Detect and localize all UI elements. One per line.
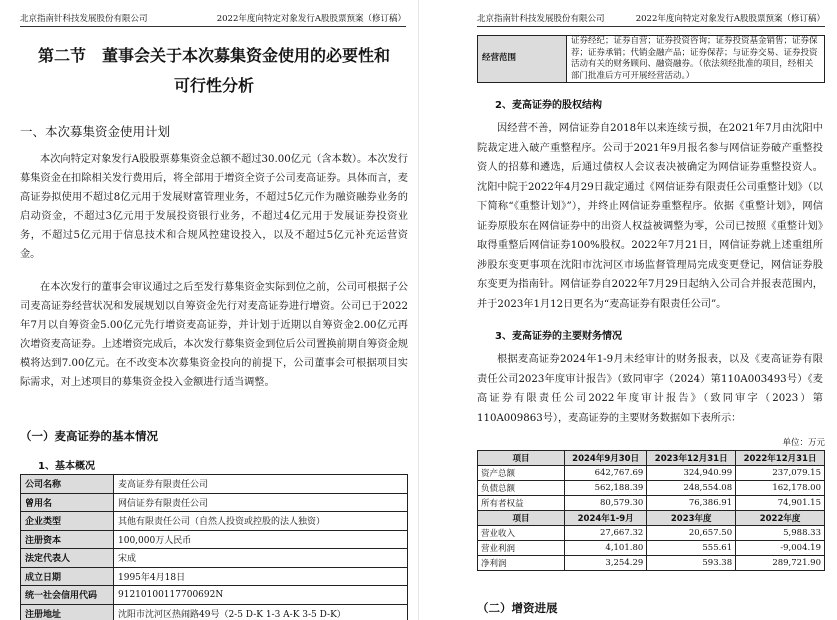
info-key: 注册地址 xyxy=(21,604,114,620)
left-page xyxy=(0,0,418,620)
financial-table xyxy=(477,450,825,571)
paragraph-financials: 根据麦高证券2024年1-9月未经审计的财务报表，以及《麦高证券有限责任公司2023年度审计报告》（致同审字（2024）第110A003493号）《麦高证券有限责任公司2022年度审计报告》（致同审字（2023）第110A009863号），麦高证券的主要财务数据如下表所示： xyxy=(477,354,823,424)
info-key: 曾用名 xyxy=(21,493,114,512)
row-item: 所有者权益 xyxy=(478,496,565,511)
row-value: -9,004.19 xyxy=(736,541,825,556)
table-row xyxy=(21,549,408,568)
header-company: 北京指南针科技发展股份有限公司 xyxy=(477,14,605,24)
column-header: 2023年12月31日 xyxy=(647,451,736,466)
info-value: 沈阳市沈河区热闹路49号（2-5 D-K 1-3 A-K 3-5 D-K） xyxy=(114,604,408,620)
heading-fund-plan: 一、本次募集资金使用计划 xyxy=(20,124,171,139)
table-row xyxy=(21,475,408,494)
table-row xyxy=(478,556,825,571)
table-row xyxy=(478,541,825,556)
row-value: 555.61 xyxy=(647,541,736,556)
header-rule xyxy=(20,26,406,27)
table-row xyxy=(478,526,825,541)
table-row xyxy=(478,466,825,481)
row-value: 562,188.39 xyxy=(565,481,647,496)
table-row xyxy=(21,530,408,549)
info-value: 宋成 xyxy=(114,549,408,568)
row-item: 净利润 xyxy=(478,556,565,571)
column-header: 项目 xyxy=(478,511,565,526)
scope-value: 证券经纪；证券自营；证券投资咨询；证券投资基金销售；证券保荐；证券承销；代销金融产品；证券保荐；与证券交易、证券投资活动有关的财务顾问、融资融券。（依法须经批准的项目，经相关部门批准后方可开展经营活动。） xyxy=(567,36,825,83)
column-header: 2023年度 xyxy=(647,511,736,526)
section-title-line2: 可行性分析 xyxy=(173,76,254,95)
heading-capital-progress: （二）增资进展 xyxy=(477,601,558,615)
table-row xyxy=(21,567,408,586)
table-header-row xyxy=(478,451,825,466)
heading-basic-info: （一）麦高证券的基本情况 xyxy=(20,429,158,443)
business-scope-table xyxy=(477,35,825,83)
heading-financials: 3、麦高证券的主要财务情况 xyxy=(495,331,622,342)
row-value: 27,667.32 xyxy=(565,526,647,541)
info-key: 公司名称 xyxy=(21,475,114,494)
row-item: 营业收入 xyxy=(478,526,565,541)
row-value: 3,254.29 xyxy=(565,556,647,571)
table-row xyxy=(21,512,408,531)
row-value: 289,721.90 xyxy=(736,556,825,571)
paragraph-self-funding: 在本次发行的董事会审议通过之后至发行募集资金实际到位之前，公司可根据子公司麦高证券经营状况和发展规划以自筹资金先行对麦高证券进行增资。公司已于2022年7月以自筹资金5.00亿元先行增资麦高证券，并计划于近期以自筹资金2.00亿元再次增资麦高证券。上述增资完成后，本次发行募集资金到位后公司置换前期自筹资金规模将达到7.00亿元。在不改变本次募集资金投向的前提下，公司董事会可根据项目实际需求，对上述项目的募集资金投入金额进行适当调整。 xyxy=(20,282,408,388)
row-value: 237,079.15 xyxy=(736,466,825,481)
column-header: 项目 xyxy=(478,451,565,466)
info-value: 麦高证券有限责任公司 xyxy=(114,475,408,494)
paragraph-equity: 因经营不善，网信证券自2018年以来连续亏损，在2021年7月由沈阳中院裁定进入破产重整程序。公司于2021年9月报名参与网信证券破产重整投资人的招募和遴选，后通过债权人会议表决被确定为网信证券重整投资人。沈阳中院于2022年4月29日裁定通过《网信证券有限责任公司重整计划》（以下简称“《重整计划》”），并终止网信证券重整程序。依据《重整计划》，网信证券原股东在网信证券中的出资人权益被调整为零，公司已按照《重整计划》取得重整后网信证券100%股权。2022年7月21日，网信证券就上述重组所涉股东变更事项在沈阳市沈河区市场监督管理局完成变更登记，网信证券股东变更为指南针。网信证券自2022年7月29日起纳入公司合并报表范围内，并于2023年1月12日更名为“麦高证券有限责任公司”。 xyxy=(477,123,823,310)
row-item: 资产总额 xyxy=(478,466,565,481)
row-value: 324,940.99 xyxy=(647,466,736,481)
heading-equity: 2、麦高证券的股权结构 xyxy=(495,100,602,111)
basic-info-table xyxy=(20,474,408,620)
info-value: 1995年4月18日 xyxy=(114,567,408,586)
paragraph-fund-plan: 本次向特定对象发行A股股票募集资金总额不超过30.00亿元（含本数）。本次发行募集资金在扣除相关发行费用后，将全部用于增资全资子公司麦高证券。具体而言，麦高证券拟使用不超过8亿元用于发展财富管理业务，不超过5亿元作为融资融券业务的启动资金，不超过3亿元用于发展投资银行业务，不超过4亿元用于发展证券投资业务，不超过5亿元用于信息技术和合规风控建设投入，以及不超过5亿元补充运营资金。 xyxy=(20,154,408,260)
table-row xyxy=(478,496,825,511)
row-value: 162,178.00 xyxy=(736,481,825,496)
row-value: 4,101.80 xyxy=(565,541,647,556)
row-value: 20,657.50 xyxy=(647,526,736,541)
info-value: 网信证券有限责任公司 xyxy=(114,493,408,512)
row-value: 5,988.33 xyxy=(736,526,825,541)
page-header xyxy=(477,12,825,24)
page-header xyxy=(20,12,406,24)
info-key: 统一社会信用代码 xyxy=(21,586,114,605)
header-doc-title: 2022年度向特定对象发行A股股票预案（修订稿） xyxy=(635,14,825,24)
info-key: 成立日期 xyxy=(21,567,114,586)
table-row xyxy=(21,604,408,620)
heading-overview: 1、基本概况 xyxy=(38,461,95,472)
row-value: 80,579.30 xyxy=(565,496,647,511)
header-rule xyxy=(477,26,825,27)
right-page xyxy=(419,0,837,620)
unit-label: 单位：万元 xyxy=(782,438,825,448)
table-row xyxy=(478,481,825,496)
info-value: 100,000万人民币 xyxy=(114,530,408,549)
column-header: 2022年度 xyxy=(736,511,825,526)
info-key: 法定代表人 xyxy=(21,549,114,568)
column-header: 2022年12月31日 xyxy=(736,451,825,466)
info-value: 91210100117700692N xyxy=(114,586,408,605)
row-item: 负债总额 xyxy=(478,481,565,496)
row-value: 248,554.08 xyxy=(647,481,736,496)
scope-key: 经营范围 xyxy=(478,36,567,83)
table-header-row xyxy=(478,511,825,526)
header-company: 北京指南针科技发展股份有限公司 xyxy=(20,14,148,24)
row-value: 74,901.15 xyxy=(736,496,825,511)
info-key: 企业类型 xyxy=(21,512,114,531)
section-title-line1: 第二节 董事会关于本次募集资金使用的必要性和 xyxy=(37,46,390,65)
column-header: 2024年9月30日 xyxy=(565,451,647,466)
row-value: 642,767.69 xyxy=(565,466,647,481)
table-row xyxy=(21,493,408,512)
info-value: 其他有限责任公司（自然人投资或控股的法人独资） xyxy=(114,512,408,531)
column-header: 2024年1-9月 xyxy=(565,511,647,526)
header-doc-title: 2022年度向特定对象发行A股股票预案（修订稿） xyxy=(216,14,406,24)
info-key: 注册资本 xyxy=(21,530,114,549)
row-value: 593.38 xyxy=(647,556,736,571)
row-item: 营业利润 xyxy=(478,541,565,556)
table-row xyxy=(21,586,408,605)
row-value: 76,386.91 xyxy=(647,496,736,511)
